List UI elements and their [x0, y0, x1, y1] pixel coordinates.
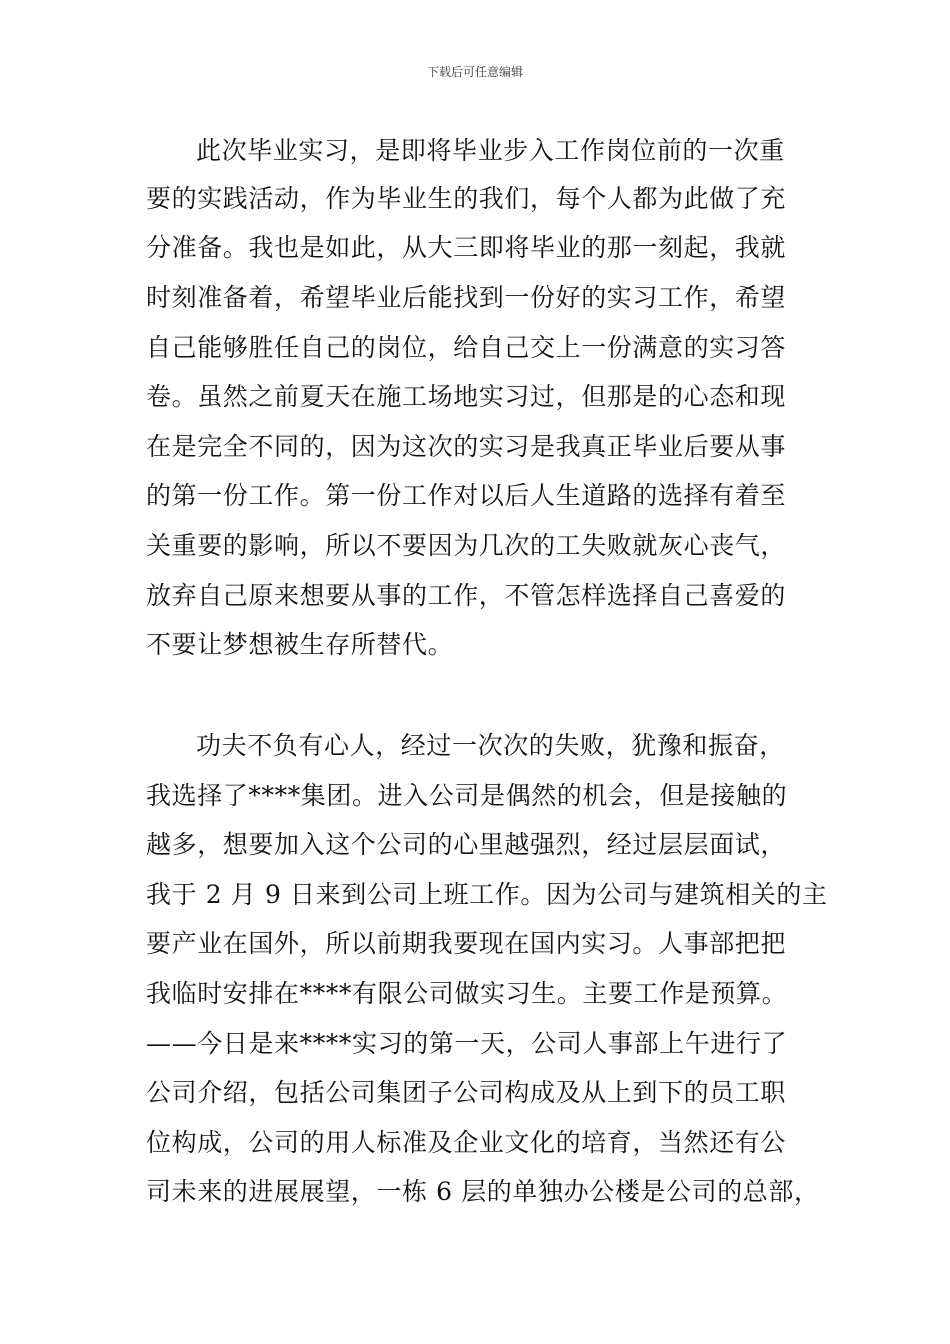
text-line: 要的实践活动，作为毕业生的我们，每个人都为此做了充	[146, 184, 787, 213]
text-line: 越多，想要加入这个公司的心里越强烈，经过层层面试，	[146, 830, 787, 859]
text-line: 自己能够胜任自己的岗位，给自己交上一份满意的实习答	[146, 333, 787, 362]
text-line: 放弃自己原来想要从事的工作，不管怎样选择自己喜爱的	[146, 581, 787, 610]
text-line: 此次毕业实习，是即将毕业步入工作岗位前的一次重	[196, 136, 785, 165]
page-header: 下载后可任意编辑	[426, 65, 523, 79]
text-line: 我选择了****集团。进入公司是偶然的机会，但是接触的	[146, 781, 788, 810]
text-line: 的第一份工作。第一份工作对以后人生道路的选择有着至	[146, 481, 787, 510]
text-line: 公司介绍，包括公司集团子公司构成及从上到下的员工职	[146, 1078, 787, 1107]
text-line: 司未来的进展展望，一栋 6 层的单独办公楼是公司的总部，	[146, 1177, 820, 1206]
text-line: 不要让梦想被生存所替代。	[146, 630, 454, 659]
text-line: 功夫不负有心人，经过一次次的失败，犹豫和振奋，	[196, 731, 785, 760]
text-line: 分准备。我也是如此，从大三即将毕业的那一刻起，我就	[146, 233, 787, 262]
text-line: ——今日是来****实习的第一天，公司人事部上午进行了	[146, 1029, 788, 1058]
text-line: 关重要的影响，所以不要因为几次的工失败就灰心丧气，	[146, 531, 787, 560]
text-line: 要产业在国外，所以前期我要现在国内实习。人事部把把	[146, 929, 787, 958]
text-line: 卷。虽然之前夏天在施工场地实习过，但那是的心态和现	[146, 382, 787, 411]
text-line: 我临时安排在****有限公司做实习生。主要工作是预算。	[146, 979, 788, 1008]
text-line: 时刻准备着，希望毕业后能找到一份好的实习工作，希望	[146, 283, 787, 312]
text-line: 位构成，公司的用人标准及企业文化的培育，当然还有公	[146, 1128, 787, 1157]
text-line: 在是完全不同的，因为这次的实习是我真正毕业后要从事	[146, 432, 787, 461]
text-line: 我于 2 月 9 日来到公司上班工作。因为公司与建筑相关的主	[146, 880, 828, 909]
